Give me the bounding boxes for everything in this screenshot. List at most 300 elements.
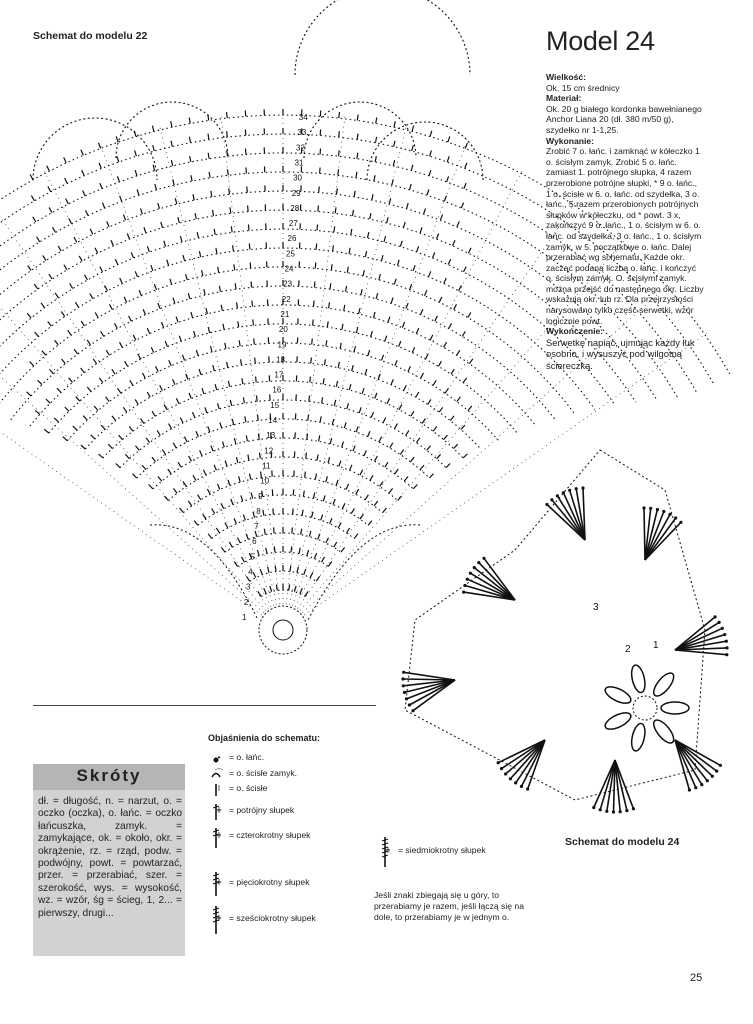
stitch-mark xyxy=(142,465,146,470)
stitch-mark xyxy=(390,443,393,448)
round-arc xyxy=(250,571,316,581)
stitch-dot xyxy=(526,787,529,790)
stitch-mark xyxy=(320,416,321,422)
stitch-mark xyxy=(316,244,317,250)
radial-line xyxy=(0,283,264,613)
stitch-mark xyxy=(216,248,217,254)
stitch-mark xyxy=(389,198,391,204)
stitch-mark xyxy=(393,160,394,166)
stitch-mark xyxy=(404,385,407,390)
stitch-mark xyxy=(404,477,408,482)
stitch-mark xyxy=(429,271,431,277)
stitch-mark xyxy=(352,365,354,371)
stitch-mark xyxy=(189,118,190,124)
stitch-mark xyxy=(196,431,198,437)
stitch-dot xyxy=(581,486,584,489)
outer-edge xyxy=(308,525,420,620)
stitch-mark xyxy=(216,528,219,533)
row-number: 19 xyxy=(277,340,287,350)
row-number: 30 xyxy=(293,173,303,183)
stitch-mark xyxy=(42,351,46,356)
stitch-mark xyxy=(274,546,275,552)
stitch-mark xyxy=(349,384,351,390)
stitch-mark xyxy=(392,179,393,185)
row-number: 17 xyxy=(274,370,284,380)
stitch-dot xyxy=(679,521,682,524)
stitch-mark xyxy=(191,312,193,318)
stitch-mark xyxy=(183,255,185,261)
stitch-mark xyxy=(371,412,373,418)
stitch-mark xyxy=(247,187,248,193)
stitch-mark xyxy=(242,378,243,384)
stitch-mark xyxy=(412,126,414,132)
stitch-mark xyxy=(54,418,58,422)
stitch-mark xyxy=(416,328,419,334)
stitch-mark xyxy=(55,293,58,298)
stitch-mark xyxy=(196,350,198,356)
stitch-mark xyxy=(375,393,377,399)
stitch-mark xyxy=(451,369,454,374)
stitch-mark xyxy=(73,426,77,430)
stitch-mark xyxy=(64,265,67,270)
stitch-mark xyxy=(37,237,40,242)
info-text: Serwetkę napiąć, ujmując każdy łuk osobno, i wysuszyć pod wilgotną ściereczką. xyxy=(546,336,695,371)
stitch-mark xyxy=(266,548,267,554)
stitch-mark xyxy=(368,232,369,238)
stitch-mark xyxy=(318,206,319,212)
stitch-mark xyxy=(65,407,69,411)
stitch-mark xyxy=(79,256,82,261)
stitch-mark xyxy=(439,407,443,412)
stitch-mark xyxy=(371,331,373,337)
stitch-mark xyxy=(208,134,209,140)
stitch-mark xyxy=(412,347,415,352)
stitch-mark xyxy=(197,232,198,238)
stitch-mark xyxy=(139,290,141,296)
stitch-mark xyxy=(385,462,388,467)
stitch-mark xyxy=(378,374,380,380)
stitch-mark xyxy=(167,260,169,266)
abbreviations-title: Skróty xyxy=(76,766,142,785)
stitch-mark xyxy=(202,270,203,276)
stitch-mark xyxy=(395,469,398,474)
round-arc xyxy=(0,153,697,393)
stitch-mark xyxy=(102,203,104,209)
stitch-mark xyxy=(333,499,335,505)
radial-line xyxy=(0,239,266,610)
stitch-mark xyxy=(406,303,408,309)
stitch-mark xyxy=(57,388,61,392)
stitch-mark xyxy=(211,191,212,197)
stitch-dot xyxy=(612,810,615,813)
fan-stitch xyxy=(644,508,645,560)
stitch-mark xyxy=(151,347,154,352)
stitch-mark xyxy=(169,360,171,366)
stitch-mark xyxy=(394,141,395,147)
stitch-mark xyxy=(135,150,137,156)
stitch-mark xyxy=(34,284,38,289)
stitch-mark xyxy=(464,183,466,189)
stitch-mark xyxy=(357,153,358,159)
stitch-mark xyxy=(354,346,356,352)
stitch-mark xyxy=(90,229,93,234)
stitch-mark xyxy=(420,465,424,470)
stitch-mark xyxy=(317,455,318,461)
row-number: 29 xyxy=(291,188,301,198)
stitch-mark xyxy=(309,396,310,402)
stitch-mark xyxy=(400,241,402,247)
stitch-mark xyxy=(100,183,102,189)
stitch-mark xyxy=(357,115,358,121)
stitch-mark xyxy=(257,396,258,402)
stitch-dot xyxy=(642,506,645,509)
stitch-mark xyxy=(189,456,192,461)
legend-item xyxy=(381,845,486,855)
stitch-mark xyxy=(27,392,31,396)
stitch-mark xyxy=(440,215,442,221)
stitch-mark xyxy=(328,562,332,567)
stitch-mark xyxy=(206,308,207,314)
stitch-dot xyxy=(725,646,728,649)
stitch-dot xyxy=(619,810,622,813)
quintuple-crochet-icon: ǂ xyxy=(216,877,222,887)
stitch-mark xyxy=(251,282,252,288)
stitch-mark xyxy=(106,350,109,355)
row-number: 21 xyxy=(280,310,290,319)
legend-item-label: = o. ścisłe zamyk. xyxy=(229,768,298,778)
radial-line xyxy=(0,332,262,615)
stitch-mark xyxy=(173,379,175,385)
diagram-22-caption: Schemat do modelu 22 xyxy=(33,30,148,42)
stitch-mark xyxy=(236,457,238,463)
stitch-mark xyxy=(191,175,192,181)
stitch-mark xyxy=(468,312,471,317)
stitch-mark xyxy=(221,503,224,508)
stitch-mark xyxy=(173,443,176,448)
fan-stitch xyxy=(675,617,715,650)
stitch-dot xyxy=(402,684,405,687)
stitch-mark xyxy=(131,252,133,258)
stitch-mark xyxy=(320,168,321,174)
row-number: 16 xyxy=(272,385,282,395)
stitch-mark xyxy=(208,426,210,432)
stitch-mark xyxy=(435,316,438,321)
info-label: Wielkość: xyxy=(546,72,587,82)
stitch-mark xyxy=(368,431,370,437)
stitch-mark xyxy=(307,550,309,556)
stitch-mark xyxy=(359,407,361,413)
stitch-mark xyxy=(119,435,123,440)
legend-item-label: = czterokrotny słupek xyxy=(229,830,311,840)
stitch-mark xyxy=(457,350,460,355)
stitch-dot xyxy=(668,513,671,516)
stitch-mark xyxy=(438,361,441,366)
stitch-mark xyxy=(190,156,191,162)
stitch-mark xyxy=(356,426,358,432)
stitch-mark xyxy=(47,166,50,171)
stitch-mark xyxy=(129,427,133,432)
stitch-dot xyxy=(411,709,414,712)
stitch-dot xyxy=(688,788,691,791)
outer-edge xyxy=(150,525,258,620)
stitch-dot xyxy=(723,633,726,636)
stitch-mark xyxy=(430,150,432,156)
stitch-mark xyxy=(342,324,343,330)
stitch-mark xyxy=(382,355,384,361)
stitch-mark xyxy=(117,176,119,182)
stitch-mark xyxy=(338,362,339,368)
row-number: 3 xyxy=(246,582,251,592)
stitch-mark xyxy=(58,246,61,251)
stitch-mark xyxy=(99,163,101,169)
stitch-mark xyxy=(49,369,53,373)
stitch-mark xyxy=(374,501,378,506)
stitch-mark xyxy=(399,341,401,347)
stitch-mark xyxy=(312,512,314,518)
row-number: 2 xyxy=(244,597,249,607)
row-number: 6 xyxy=(252,537,257,547)
stitch-mark xyxy=(158,303,160,309)
stitch-dot xyxy=(694,786,697,789)
stitch-mark xyxy=(193,412,195,418)
stitch-mark xyxy=(334,542,337,547)
stitch-dot xyxy=(405,697,408,700)
stitch-mark xyxy=(133,474,137,478)
stitch-mark xyxy=(344,305,345,311)
stitch-mark xyxy=(379,437,382,442)
stitch-mark xyxy=(116,464,120,468)
stitch-dot xyxy=(714,615,717,618)
stitch-mark xyxy=(186,274,188,280)
stitch-mark xyxy=(165,341,167,347)
stitch-mark xyxy=(365,369,367,375)
legend-item xyxy=(212,805,294,815)
stitch-mark xyxy=(321,515,323,521)
septuple-crochet-icon: ǂ xyxy=(385,845,391,855)
row-number: 23 xyxy=(283,279,293,289)
inner-petal xyxy=(603,683,633,706)
stitch-mark xyxy=(249,225,250,231)
stitch-mark xyxy=(238,538,241,543)
stitch-mark xyxy=(465,143,467,149)
stitch-dot xyxy=(568,489,571,492)
stitch-mark xyxy=(250,263,251,269)
stitch-mark xyxy=(263,510,264,516)
stitch-mark xyxy=(380,482,383,487)
stitch-dot xyxy=(632,807,635,810)
round-number: 2 xyxy=(625,644,631,655)
stitch-mark xyxy=(115,259,118,265)
stitch-mark xyxy=(49,274,52,279)
stitch-mark xyxy=(289,585,290,591)
stitch-mark xyxy=(171,121,172,127)
stitch-mark xyxy=(421,373,424,378)
stitch-mark xyxy=(259,434,260,440)
stitch-mark xyxy=(30,362,34,366)
stitch-mark xyxy=(127,234,129,240)
stitch-mark xyxy=(241,359,242,365)
stitch-mark xyxy=(400,450,403,455)
stitch-mark xyxy=(135,399,138,404)
stitch-mark xyxy=(250,474,251,480)
stitch-mark xyxy=(253,512,255,518)
stitch-mark xyxy=(361,289,362,295)
stitch-mark xyxy=(410,184,412,190)
stitch-mark xyxy=(81,321,84,326)
stitch-mark xyxy=(193,475,196,480)
stitch-mark xyxy=(314,301,315,307)
stitch-mark xyxy=(399,404,402,409)
stitch-mark xyxy=(48,322,52,327)
row-number: 9 xyxy=(258,491,263,501)
stitch-mark xyxy=(245,416,246,422)
stitch-mark xyxy=(195,213,196,219)
round-arc xyxy=(103,381,463,458)
stitch-mark xyxy=(221,547,225,552)
stitch-mark xyxy=(305,472,306,478)
stitch-mark xyxy=(356,172,357,178)
scallop-arch xyxy=(33,118,157,180)
row-number: 25 xyxy=(286,249,295,259)
stitch-mark xyxy=(225,343,226,349)
stitch-mark xyxy=(234,264,235,270)
stitch-mark xyxy=(385,336,387,342)
inner-petal xyxy=(661,702,689,714)
stitch-mark xyxy=(111,240,113,246)
stitch-mark xyxy=(459,285,462,290)
stitch-mark xyxy=(463,454,467,458)
stitch-mark xyxy=(120,278,123,284)
stitch-mark xyxy=(379,274,381,280)
row-number: 20 xyxy=(278,325,288,335)
row-number: 5 xyxy=(250,552,255,562)
stitch-mark xyxy=(169,424,172,429)
stitch-mark xyxy=(188,293,190,299)
stitch-mark xyxy=(208,153,209,159)
row-number: 12 xyxy=(264,446,274,456)
round-arc xyxy=(0,248,595,409)
stitch-mark xyxy=(83,416,87,420)
stitch-mark xyxy=(338,523,341,528)
stitch-mark xyxy=(129,316,132,321)
stitch-mark xyxy=(463,378,467,383)
stitch-mark xyxy=(300,588,303,594)
stitch-mark xyxy=(313,320,314,326)
stitch-mark xyxy=(100,267,103,272)
stitch-mark xyxy=(437,234,439,240)
stitch-mark xyxy=(63,437,68,441)
stitch-mark xyxy=(301,529,302,535)
stitch-mark xyxy=(347,403,349,409)
stitch-mark xyxy=(204,289,205,295)
stitch-mark xyxy=(81,445,85,449)
stitch-mark xyxy=(354,191,355,197)
stitch-mark xyxy=(309,531,311,537)
row-number: 26 xyxy=(287,234,297,244)
stitch-mark xyxy=(225,523,228,528)
stitch-mark xyxy=(87,387,91,392)
stitch-mark xyxy=(218,484,220,490)
inner-petal xyxy=(603,709,633,732)
stitch-mark xyxy=(69,378,73,383)
stitch-dot xyxy=(721,627,724,630)
stitch-mark xyxy=(220,422,222,428)
stitch-mark xyxy=(433,252,435,258)
stitch-dot xyxy=(592,806,595,809)
stitch-mark xyxy=(27,313,31,318)
stitch-mark xyxy=(264,529,265,535)
row-number: 1 xyxy=(242,613,247,622)
diagram-model-24 xyxy=(401,450,728,814)
stitch-mark xyxy=(342,442,344,448)
stitch-dot xyxy=(466,578,469,581)
stitch-mark xyxy=(372,194,373,200)
round-arc xyxy=(0,264,575,414)
stitch-mark xyxy=(264,588,267,594)
stitch-mark xyxy=(252,301,253,307)
stitch-mark xyxy=(213,210,214,216)
stitch-dot xyxy=(402,671,405,674)
stitch-mark xyxy=(176,398,179,404)
inner-petal xyxy=(650,670,677,699)
stitch-mark xyxy=(43,255,46,260)
abbreviations-text: dł. = długość, n. = narzut, o. = oczko (oczka), o. łańc. = oczko łańcuszka, zamyk. = zamykające, ok. = około, okr. = okrążenie, rz. = rząd, podw. = podwójny, powt. = powtarzać, przer. = przerabiać, szer. = szerokość, wys. = wysokość, wz. = wzór, śg = ścieg, 1, 2... = pierwszy, drugi... xyxy=(38,796,182,919)
stitch-mark xyxy=(136,446,140,451)
legend-item-label: = potrójny słupek xyxy=(229,805,295,815)
stitch-mark xyxy=(101,425,105,429)
stitch-mark xyxy=(457,397,461,402)
fan-stitch xyxy=(563,493,585,540)
stitch-mark xyxy=(335,207,336,213)
stitch-mark xyxy=(211,446,213,452)
stitch-mark xyxy=(179,336,181,342)
scallop-arch xyxy=(367,122,483,180)
stitch-mark xyxy=(238,321,239,327)
stitch-mark xyxy=(135,271,137,277)
stitch-mark xyxy=(225,461,227,467)
stitch-mark xyxy=(28,266,31,271)
stitch-mark xyxy=(375,456,378,461)
stitch-mark xyxy=(130,380,133,385)
info-label: Wykonanie: xyxy=(546,135,595,146)
stitch-mark xyxy=(395,360,397,366)
stitch-mark xyxy=(83,191,86,197)
stitch-mark xyxy=(299,548,300,554)
stitch-mark xyxy=(198,495,201,500)
center-circle xyxy=(273,620,293,640)
stitch-mark xyxy=(152,126,154,132)
stitch-mark xyxy=(237,302,238,308)
stitch-mark xyxy=(462,331,465,336)
stitch-mark xyxy=(407,203,409,209)
row-number: 8 xyxy=(256,506,261,516)
legend-item-label: = o. ścisłe xyxy=(229,783,268,793)
stitch-mark xyxy=(135,170,137,176)
stitch-mark xyxy=(255,531,257,537)
stitch-mark xyxy=(302,510,303,516)
stitch-mark xyxy=(293,489,294,495)
stitch-mark xyxy=(428,399,431,404)
stitch-mark xyxy=(356,327,357,333)
sextuple-crochet-icon: ǂ xyxy=(216,913,222,923)
stitch-mark xyxy=(417,246,419,252)
stitch-mark xyxy=(334,226,335,232)
stitch-mark xyxy=(410,284,412,290)
stitch-mark xyxy=(421,309,423,315)
stitch-mark xyxy=(189,393,191,399)
stitch-mark xyxy=(44,429,49,433)
stitch-mark xyxy=(444,278,447,284)
